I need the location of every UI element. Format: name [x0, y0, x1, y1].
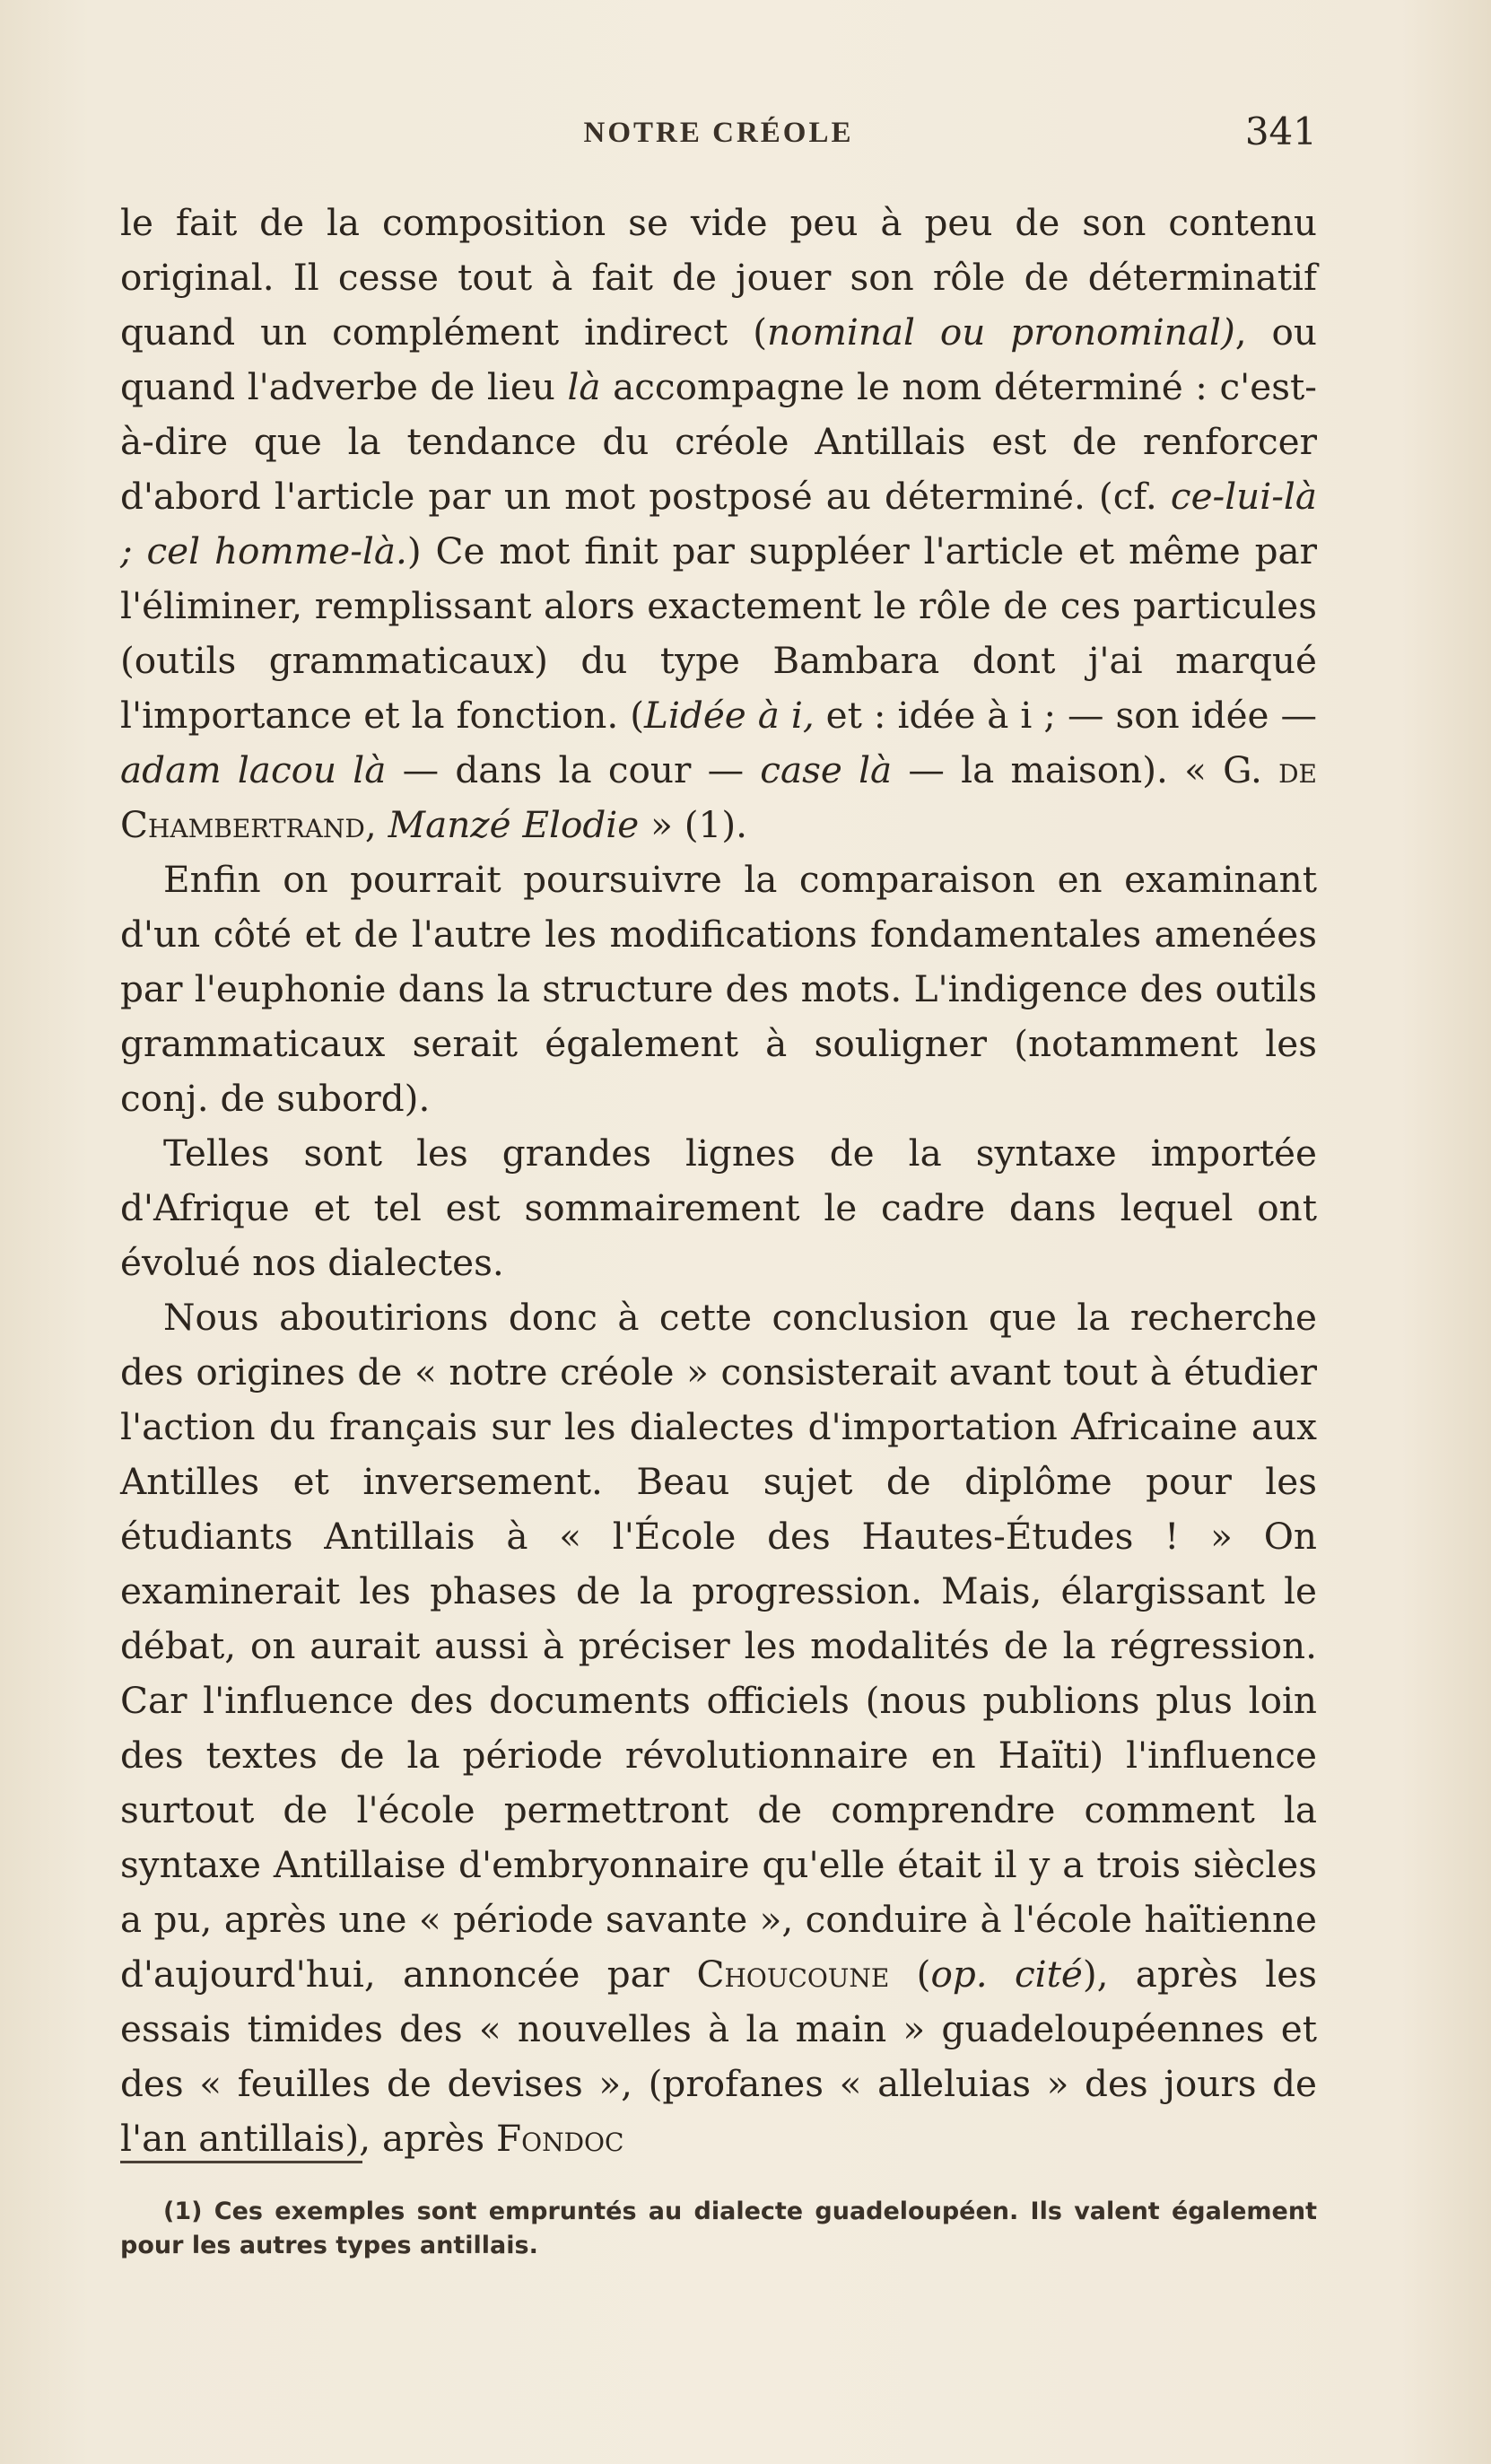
text-run: et : idée à i ; — son idée —: [814, 694, 1317, 737]
text-run: , ou quand l'adverbe de lieu: [120, 310, 1318, 408]
text-run: accompagne le nom déterminé : c'est-à-dire que la tendance du créole Antillais est de renforcer d'abord l'article par un mot postposé au déterminé. (cf.: [120, 365, 1317, 518]
author-name: Fondoc: [496, 2117, 624, 2160]
text-run: ) Ce mot finit par suppléer l'article et même par l'éliminer, remplissant alors exactement le rôle de ces particules (outils grammaticaux) du type Bambara dont j'ai marqué l'importance et la fonction. (: [120, 529, 1317, 737]
paragraph-4: [120, 1290, 1317, 2166]
page-number: 341: [1244, 109, 1317, 153]
italic-run: Lidée à i,: [644, 694, 815, 737]
italic-run: là: [567, 365, 601, 408]
italic-run: op. cité: [930, 1953, 1083, 1996]
author-name: de Chambertrand,: [120, 748, 1317, 846]
text-run: ), après les essais timides des « nouvelles à la main » guadeloupéennes et des « feuilles de devises », (profanes « alleluias » des jours de l'an antillais), après: [120, 1953, 1317, 2160]
text-run: le fait de la composition se vide peu à peu de son contenu original. Il cesse tout à fait de jouer son rôle de déterminatif quand un complément indirect (: [120, 201, 1317, 354]
text-run: [377, 803, 388, 846]
page-header: [120, 109, 1317, 163]
text-run: (: [889, 1953, 931, 1996]
footnote: (1) Ces exemples sont empruntés au dialecte guadeloupéen. Ils valent également pour les autres types antillais.: [120, 2198, 1317, 2259]
body-text: [120, 196, 1317, 2166]
paragraph-3: Telles sont les grandes lignes de la syntaxe importée d'Afrique et tel est sommairement le cadre dans lequel ont évolué nos dialectes.: [120, 1132, 1317, 1284]
paragraph-2: Enfin on pourrait poursuivre la comparaison en examinant d'un côté et de l'autre les modifications fondamentales amenées par l'euphonie dans la structure des mots. L'indigence des outils grammaticaux serait également à souligner (notamment les conj. de subord).: [120, 858, 1317, 1120]
text-run: Nous aboutirions donc à cette conclusion que la recherche des origines de « notre créole » consisterait avant tout à étudier l'action du français sur les dialectes d'importation Africaine aux Antilles et inversement. Beau sujet de diplôme pour les étudiants Antillais à « l'École des Hautes-Études ! » On examinerait les phases de la progression. Mais, élargissant le débat, on aurait aussi à préciser les modalités de la régression. Car l'influence des documents officiels (nous publions plus loin des textes de la période révolutionnaire en Haïti) l'influence surtout de l'école permettront de comprendre comment la syntaxe Antillaise d'embryonnaire qu'elle était il y a trois siècles a pu, après une « période savante », conduire à l'école haïtienne d'aujourd'hui, annoncée par: [120, 1296, 1317, 1996]
italic-run: adam lacou là: [120, 748, 387, 791]
italic-run: ce-lui-là ; cel homme-là.: [120, 475, 1317, 572]
book-title: Manzé Elodie: [388, 803, 640, 846]
footnote-rule: [120, 2161, 362, 2163]
italic-run: case là: [760, 748, 893, 791]
paragraph-1: [120, 196, 1317, 852]
text-run: — la maison). « G.: [892, 748, 1279, 791]
italic-run: nominal ou pronominal): [767, 310, 1235, 354]
author-name: Choucoune: [696, 1953, 890, 1996]
text-run: — dans la cour —: [386, 748, 761, 791]
running-title: NOTRE CRÉOLE: [583, 117, 854, 149]
text-run: » (1).: [639, 803, 747, 846]
